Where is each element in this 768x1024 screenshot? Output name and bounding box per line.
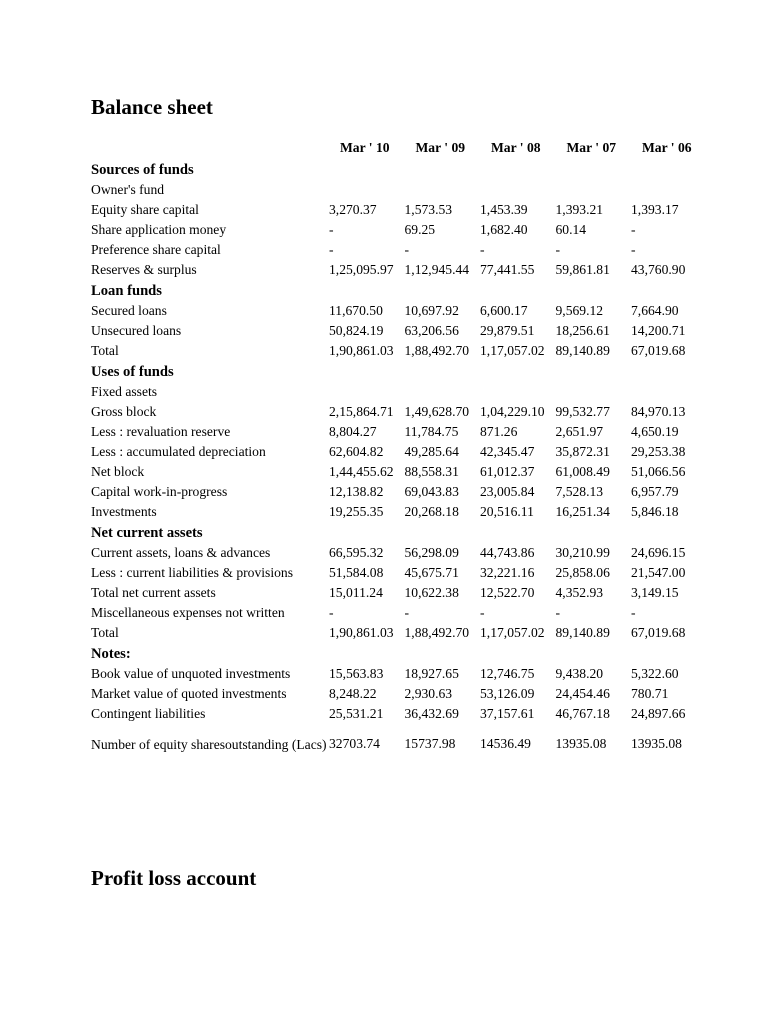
table-cell: 12,138.82 bbox=[329, 484, 384, 499]
header-row bbox=[89, 137, 705, 159]
table-cell: 4,352.93 bbox=[555, 585, 604, 600]
table-cell: 1,88,492.70 bbox=[404, 343, 470, 358]
section-heading: Net current assets bbox=[91, 524, 203, 541]
table-cell: - bbox=[480, 242, 485, 257]
column-header-label bbox=[89, 137, 327, 159]
table-row bbox=[89, 462, 705, 482]
table-cell: 1,682.40 bbox=[480, 222, 528, 237]
row-label: Unsecured loans bbox=[91, 323, 182, 338]
balance-sheet-table bbox=[89, 137, 705, 764]
table-cell: 1,12,945.44 bbox=[404, 262, 470, 277]
table-cell: 1,393.21 bbox=[555, 202, 604, 217]
table-cell: 12,746.75 bbox=[480, 666, 535, 681]
table-row bbox=[89, 704, 705, 724]
table-cell: 44,743.86 bbox=[480, 545, 535, 560]
page-title: Balance sheet bbox=[91, 95, 213, 119]
section-heading: Uses of funds bbox=[91, 363, 174, 380]
table-cell: - bbox=[329, 242, 334, 257]
table-row bbox=[89, 260, 705, 280]
table-row bbox=[89, 180, 705, 200]
table-cell: 15,563.83 bbox=[329, 666, 384, 681]
column-header-mar-07: Mar ' 07 bbox=[566, 140, 617, 155]
section-heading-row bbox=[89, 280, 705, 301]
table-cell: 871.26 bbox=[480, 424, 518, 439]
table-cell: 25,858.06 bbox=[555, 565, 610, 580]
row-label: Capital work-in-progress bbox=[91, 484, 228, 499]
table-cell: 2,15,864.71 bbox=[329, 404, 394, 419]
table-cell: 4,650.19 bbox=[631, 424, 679, 439]
section-heading-row bbox=[89, 361, 705, 382]
row-label: Net block bbox=[91, 464, 145, 479]
table-cell: 780.71 bbox=[631, 686, 669, 701]
table-cell: 24,454.46 bbox=[555, 686, 610, 701]
table-row bbox=[89, 583, 705, 603]
table-cell: 15737.98 bbox=[404, 736, 456, 751]
table-cell: 9,569.12 bbox=[555, 303, 604, 318]
table-cell: - bbox=[631, 242, 636, 257]
table-cell: 63,206.56 bbox=[404, 323, 459, 338]
table-cell: 59,861.81 bbox=[555, 262, 610, 277]
table-cell: 88,558.31 bbox=[404, 464, 459, 479]
row-label: Market value of quoted investments bbox=[91, 686, 287, 701]
table-row bbox=[89, 623, 705, 643]
table-cell: 11,784.75 bbox=[404, 424, 459, 439]
table-cell bbox=[478, 382, 554, 402]
table-cell: 1,25,095.97 bbox=[329, 262, 394, 277]
row-label: Preference share capital bbox=[91, 242, 221, 257]
section-heading-row bbox=[89, 643, 705, 664]
section-heading-row bbox=[89, 522, 705, 543]
table-cell: 56,298.09 bbox=[404, 545, 459, 560]
table-cell: 1,90,861.03 bbox=[329, 343, 394, 358]
table-cell: 7,528.13 bbox=[555, 484, 604, 499]
table-cell: 14536.49 bbox=[480, 736, 531, 751]
table-cell: 29,879.51 bbox=[480, 323, 535, 338]
table-cell: 8,248.22 bbox=[329, 686, 377, 701]
table-cell: 84,970.13 bbox=[631, 404, 686, 419]
table-cell: 20,268.18 bbox=[404, 504, 459, 519]
row-label: Equity share capital bbox=[91, 202, 199, 217]
table-row bbox=[89, 442, 705, 462]
table-cell: 23,005.84 bbox=[480, 484, 535, 499]
table-cell: 30,210.99 bbox=[555, 545, 610, 560]
table-cell: 62,604.82 bbox=[329, 444, 384, 459]
table-row bbox=[89, 482, 705, 502]
table-cell: 67,019.68 bbox=[631, 625, 686, 640]
table-cell: 24,696.15 bbox=[631, 545, 686, 560]
table-cell: 53,126.09 bbox=[480, 686, 535, 701]
section-heading-row bbox=[89, 159, 705, 180]
table-cell: 5,322.60 bbox=[631, 666, 679, 681]
table-cell: 67,019.68 bbox=[631, 343, 686, 358]
row-label: Contingent liabilities bbox=[91, 706, 206, 721]
table-cell: 1,17,057.02 bbox=[480, 343, 545, 358]
row-label: Number of equity sharesoutstanding (Lacs) bbox=[91, 736, 327, 752]
row-label: Less : accumulated depreciation bbox=[91, 444, 266, 459]
table-cell: 3,270.37 bbox=[329, 202, 377, 217]
column-header-mar-08: Mar ' 08 bbox=[490, 140, 541, 155]
table-cell: 43,760.90 bbox=[631, 262, 686, 277]
table-cell: 51,584.08 bbox=[329, 565, 384, 580]
table-cell: 1,573.53 bbox=[404, 202, 453, 217]
table-row bbox=[89, 301, 705, 321]
table-cell: 60.14 bbox=[555, 222, 587, 237]
row-label: Secured loans bbox=[91, 303, 167, 318]
table-cell: 61,008.49 bbox=[555, 464, 610, 479]
row-label: Owner's fund bbox=[91, 182, 165, 197]
table-cell: 24,897.66 bbox=[631, 706, 686, 721]
table-cell: 89,140.89 bbox=[555, 625, 610, 640]
table-row bbox=[89, 240, 705, 260]
table-cell: - bbox=[631, 222, 636, 237]
table-cell: - bbox=[329, 605, 334, 620]
table-cell bbox=[629, 180, 705, 200]
row-label: Investments bbox=[91, 504, 157, 519]
table-row bbox=[89, 422, 705, 442]
table-cell: 1,04,229.10 bbox=[480, 404, 545, 419]
table-cell: 2,651.97 bbox=[555, 424, 604, 439]
table-cell: 77,441.55 bbox=[480, 262, 535, 277]
table-cell: 2,930.63 bbox=[404, 686, 453, 701]
row-label: Less : revaluation reserve bbox=[91, 424, 231, 439]
table-cell: 7,664.90 bbox=[631, 303, 679, 318]
row-label: Less : current liabilities & provisions bbox=[91, 565, 293, 580]
row-label: Total bbox=[91, 343, 119, 358]
table-cell: 35,872.31 bbox=[555, 444, 610, 459]
table-cell: 6,600.17 bbox=[480, 303, 528, 318]
table-row bbox=[89, 220, 705, 240]
table-cell: 69.25 bbox=[404, 222, 436, 237]
table-row bbox=[89, 724, 705, 764]
table-cell: 69,043.83 bbox=[404, 484, 459, 499]
table-cell: 49,285.64 bbox=[404, 444, 459, 459]
table-cell: - bbox=[404, 605, 410, 620]
row-label: Share application money bbox=[91, 222, 227, 237]
table-cell: 18,256.61 bbox=[555, 323, 610, 338]
table-cell: 1,453.39 bbox=[480, 202, 528, 217]
table-cell: 25,531.21 bbox=[329, 706, 384, 721]
table-cell bbox=[554, 180, 630, 200]
table-cell bbox=[629, 382, 705, 402]
table-row bbox=[89, 502, 705, 522]
table-cell: 45,675.71 bbox=[404, 565, 459, 580]
table-cell: 89,140.89 bbox=[555, 343, 610, 358]
table-header bbox=[89, 137, 705, 159]
table-cell bbox=[327, 180, 403, 200]
table-cell: 29,253.38 bbox=[631, 444, 686, 459]
table-cell: 1,393.17 bbox=[631, 202, 679, 217]
table-cell: 3,149.15 bbox=[631, 585, 679, 600]
table-cell: 61,012.37 bbox=[480, 464, 535, 479]
table-cell bbox=[478, 180, 554, 200]
table-cell: 5,846.18 bbox=[631, 504, 679, 519]
table-cell: 21,547.00 bbox=[631, 565, 686, 580]
table-cell: 6,957.79 bbox=[631, 484, 679, 499]
table-cell: 32703.74 bbox=[329, 736, 380, 751]
table-row bbox=[89, 664, 705, 684]
column-header-mar-10: Mar ' 10 bbox=[339, 140, 390, 155]
table-cell: 15,011.24 bbox=[329, 585, 383, 600]
table-row bbox=[89, 382, 705, 402]
table-cell: 13935.08 bbox=[631, 736, 682, 751]
table-cell: - bbox=[480, 605, 485, 620]
table-cell: 1,49,628.70 bbox=[404, 404, 470, 419]
table-cell: 32,221.16 bbox=[480, 565, 535, 580]
table-cell: 19,255.35 bbox=[329, 504, 384, 519]
table-cell: 10,697.92 bbox=[404, 303, 459, 318]
table-cell: 36,432.69 bbox=[404, 706, 459, 721]
table-cell: 50,824.19 bbox=[329, 323, 384, 338]
row-label: Book value of unquoted investments bbox=[91, 666, 291, 681]
table-cell: - bbox=[631, 605, 636, 620]
table-cell: 1,44,455.62 bbox=[329, 464, 394, 479]
row-label: Gross block bbox=[91, 404, 157, 419]
table-cell: 10,622.38 bbox=[404, 585, 459, 600]
table-row bbox=[89, 563, 705, 583]
table-row bbox=[89, 341, 705, 361]
section-heading: Notes: bbox=[91, 645, 131, 662]
table-cell bbox=[554, 382, 630, 402]
table-cell: 9,438.20 bbox=[555, 666, 604, 681]
table-cell: - bbox=[329, 222, 334, 237]
row-label: Fixed assets bbox=[91, 384, 158, 399]
table-row bbox=[89, 321, 705, 341]
table-row bbox=[89, 200, 705, 220]
table-cell: 8,804.27 bbox=[329, 424, 377, 439]
table-cell: 1,17,057.02 bbox=[480, 625, 545, 640]
table-cell: 14,200.71 bbox=[631, 323, 686, 338]
table-cell: 42,345.47 bbox=[480, 444, 535, 459]
table-row bbox=[89, 684, 705, 704]
table-cell: 46,767.18 bbox=[555, 706, 610, 721]
table-cell: 66,595.32 bbox=[329, 545, 384, 560]
table-cell bbox=[327, 382, 403, 402]
table-row bbox=[89, 402, 705, 422]
profit-loss-title: Profit loss account bbox=[91, 866, 257, 890]
table-cell: 1,90,861.03 bbox=[329, 625, 394, 640]
table-row bbox=[89, 603, 705, 623]
table-cell: 37,157.61 bbox=[480, 706, 535, 721]
table-cell: 20,516.11 bbox=[480, 504, 534, 519]
table-row bbox=[89, 543, 705, 563]
table-cell: - bbox=[555, 242, 561, 257]
table-cell: - bbox=[555, 605, 561, 620]
table-cell: 16,251.34 bbox=[555, 504, 610, 519]
row-label: Total net current assets bbox=[91, 585, 216, 600]
table-cell: - bbox=[404, 242, 410, 257]
table-cell: 99,532.77 bbox=[555, 404, 610, 419]
table-cell bbox=[403, 382, 479, 402]
column-header-mar-09: Mar ' 09 bbox=[415, 140, 466, 155]
table-cell: 18,927.65 bbox=[404, 666, 459, 681]
row-label: Miscellaneous expenses not written bbox=[91, 605, 285, 620]
row-label: Reserves & surplus bbox=[91, 262, 197, 277]
table-cell: 1,88,492.70 bbox=[404, 625, 470, 640]
row-label: Current assets, loans & advances bbox=[91, 545, 271, 560]
table-cell: 12,522.70 bbox=[480, 585, 535, 600]
table-cell: 51,066.56 bbox=[631, 464, 686, 479]
column-header-mar-06: Mar ' 06 bbox=[641, 140, 692, 155]
table-cell: 11,670.50 bbox=[329, 303, 383, 318]
row-label: Total bbox=[91, 625, 119, 640]
section-heading: Loan funds bbox=[91, 282, 162, 299]
table-cell: 13935.08 bbox=[555, 736, 607, 751]
table-cell bbox=[403, 180, 479, 200]
table-body bbox=[89, 159, 705, 764]
section-heading: Sources of funds bbox=[91, 161, 194, 178]
